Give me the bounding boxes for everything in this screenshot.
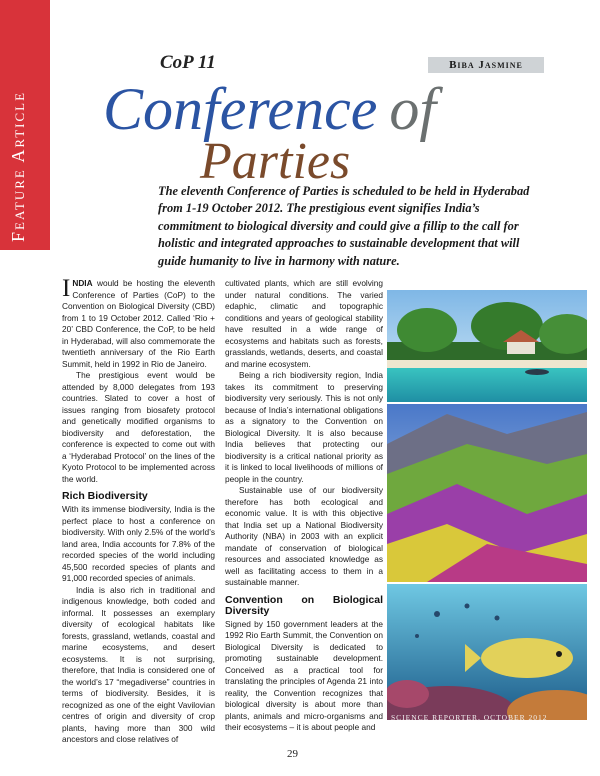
paragraph: Signed by 150 government leaders at the 1992 Rio Earth Summit, the Convention on Biological Diversity is dedicated to promoting sustainable development. Conceived as a practical tool for translating the principles of Agenda 21 into reality, the Convention recognizes that biological diversity is about more than plants, animals and micro-organisms and their ecosystems – it is about people and	[225, 618, 383, 732]
beach-photo	[387, 290, 587, 402]
subheading-rich-biodiversity: Rich Biodiversity	[62, 490, 148, 502]
paragraph: cultivated plants, which are still evolving under natural conditions. The varied edaphic, climatic and topographic conditions and years of geological stability have resulted in a wide range of ecosystems and habitats such as forests, grasslands, wetlands, deserts, and coastal and marine ecosystem.	[225, 278, 383, 369]
flower-valley-photo	[387, 404, 587, 582]
magazine-footer: SCIENCE REPORTER, OCTOBER 2012	[391, 713, 548, 722]
subheading-convention: Convention on Biological Diversity	[225, 593, 383, 617]
text-column-2	[225, 278, 383, 734]
headline-conference: Conference	[103, 76, 378, 142]
intro-paragraph	[62, 275, 215, 370]
paragraph: With its immense biodiversity, India is the perfect place to host a conference on biodiversity. With only 2.5% of the world’s land area, India accounts for 7.8% of the recorded species of the world including 45,500 recorded species of plants and 91,000 recorded species of animals.	[62, 504, 215, 583]
article-tag: CoP 11	[160, 52, 216, 73]
section-label: Feature Article	[8, 90, 28, 242]
headline-of: of	[389, 76, 437, 142]
feature-article-sidebar	[0, 0, 50, 250]
standfirst: The eleventh Conference of Parties is scheduled to be held in Hyderabad from 1-19 October 2012. The prestigious event signifies India’s commitment to biological diversity and could give a fillip to the call for holistic and integrated approaches to sustainable development that will guide humanity to live in harmony with nature.	[158, 184, 530, 268]
paragraph: Sustainable use of our biodiversity therefore has both ecological and economic value. It is with this objective that India set up a National Biodiversity Authority (NBA) in 2003 with an explicit mandate of conservation of biological resources and associated knowledge as well as facilitating access to them in a sustainable manner.	[225, 485, 383, 587]
text-column-1	[62, 275, 215, 746]
author-name: Biba Jasmine	[428, 57, 544, 73]
page-number: 29	[287, 748, 298, 760]
paragraph: India is also rich in traditional and indigenous knowledge, both coded and informal. It possesses an exemplary diversity of ecological habitats like forests, grassland, wetlands, coastal and marine ecosystems, and desert ecosystems. It is not surprising, therefore, that India is considered one of the world’s 17 “megadiverse” countries in terms of biodiversity. Besides, it is recognized as one of the eight Vavilovian centres of origin and diversity of crop plants, having more than 300 wild ancestors and close relatives of	[62, 584, 215, 744]
paragraph: Being a rich biodiversity region, India takes its commitment to preserving biodiversity very seriously. This is not only because of India’s international obligations as a signatory to the Convention on Biological Diversity. It is also because India believes that protecting our biodiversity is a critical national priority as it is linked to local livelihoods of millions of people in the country.	[225, 370, 383, 484]
lead-word: NDIA	[72, 278, 93, 288]
paragraph: The prestigious event would be attended by 8,000 delegates from 193 countries. Slated to cover a host of issues ranging from biosafety protocol and genetically modified organisms to biodiversity and deforestation, the conference is expected to come out with a ‘Hyderabad Protocol’ on the lines of the Kyoto Protocol to be implemented across the world.	[62, 370, 215, 484]
headline-parties: Parties	[200, 133, 351, 190]
drop-cap: I	[62, 275, 71, 302]
coral-reef-photo	[387, 584, 587, 720]
intro-text: would be hosting the eleventh Conference of Parties (CoP) to the Convention on Biological Diversity (CBD) from 1 to 19 October 2012. Called ‘Rio + 20’ CBD Conference, the CoP, to be held in Hyderabad, will also commemorate the twentieth anniversary of the Rio Earth Summit, held in 1992 in Rio de Janeiro.	[62, 278, 215, 369]
